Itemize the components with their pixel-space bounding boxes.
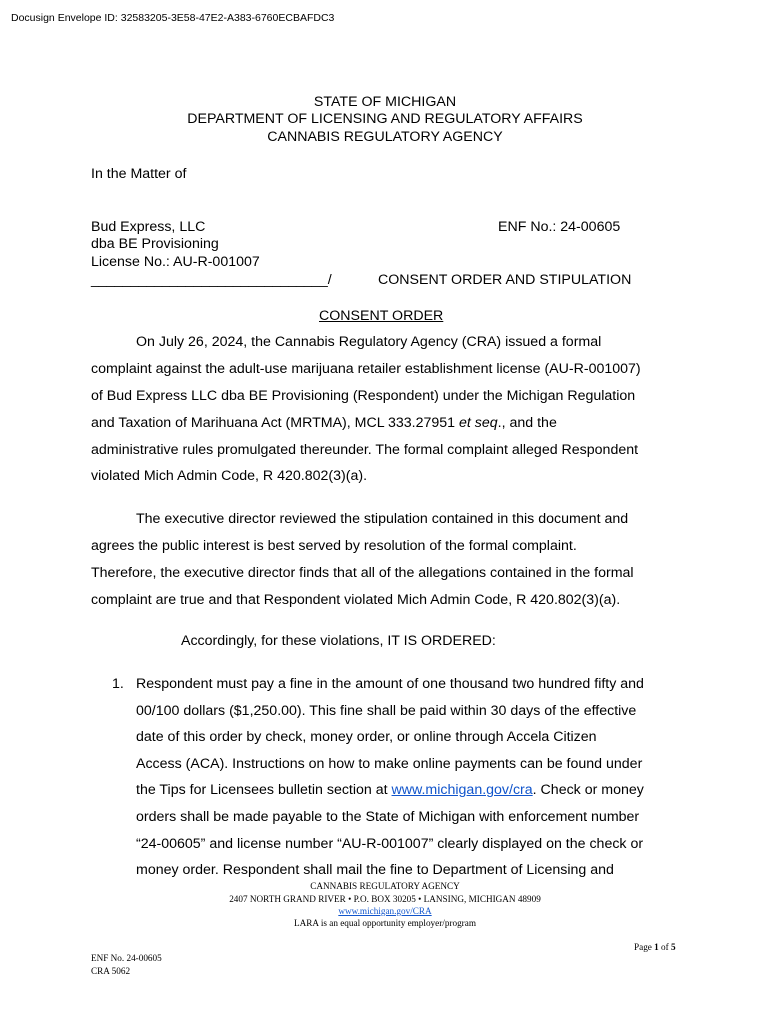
header-agency: CANNABIS REGULATORY AGENCY bbox=[267, 129, 503, 145]
item-line: Access (ACA). Instructions on how to make online payments can be found under bbox=[136, 756, 643, 772]
page-prefix: Page bbox=[634, 942, 655, 952]
caption-license: License No.: AU-R-001007 bbox=[91, 254, 260, 270]
header-state: STATE OF MICHIGAN bbox=[313, 94, 457, 110]
page-total: 5 bbox=[671, 942, 676, 952]
text-span: . Check or money bbox=[532, 782, 644, 798]
paragraph-line bbox=[91, 415, 557, 431]
item-number: 1. bbox=[112, 676, 124, 692]
paragraph-line: violated Mich Admin Code, R 420.802(3)(a). bbox=[91, 468, 368, 484]
paragraph-line: On July 26, 2024, the Cannabis Regulatory Agency (CRA) issued a formal bbox=[136, 334, 602, 350]
caption-blank-line: ______________________________/ bbox=[91, 272, 332, 288]
envelope-id: Docusign Envelope ID: 32583205-3E58-47E2-A383-6760ECBAFDC3 bbox=[11, 12, 335, 24]
paragraph-line: agrees the public interest is best served by resolution of the formal complaint. bbox=[91, 538, 577, 554]
ordered-statement: Accordingly, for these violations, IT IS ORDERED: bbox=[181, 633, 496, 649]
caption-enf-number: ENF No.: 24-00605 bbox=[498, 219, 621, 235]
page-current: 1 bbox=[654, 942, 659, 952]
paragraph-line: administrative rules promulgated thereunder. The formal complaint alleged Respondent bbox=[91, 442, 639, 458]
item-line: Respondent must pay a fine in the amount of one thousand two hundred fifty and bbox=[136, 676, 644, 692]
text-span: the Tips for Licensees bulletin section at bbox=[136, 782, 392, 798]
header-department: DEPARTMENT OF LICENSING AND REGULATORY AFFAIRS bbox=[187, 111, 583, 127]
caption-party: Bud Express, LLC bbox=[91, 219, 206, 235]
paragraph-line: of Bud Express LLC dba BE Provisioning (Respondent) under the Michigan Regulation bbox=[91, 388, 636, 404]
paragraph-line: Therefore, the executive director finds that all of the allegations contained in the formal bbox=[91, 565, 634, 581]
text-span: and Taxation of Marihuana Act (MRTMA), MCL 333.27951 bbox=[91, 415, 460, 431]
item-line: 00/100 dollars ($1,250.00). This fine shall be paid within 30 days of the effective bbox=[136, 703, 637, 719]
paragraph-line: complaint are true and that Respondent violated Mich Admin Code, R 420.802(3)(a). bbox=[91, 592, 621, 608]
footer-address: 2407 NORTH GRAND RIVER • P.O. BOX 30205 • LANSING, MICHIGAN 48909 bbox=[229, 894, 541, 904]
footer-agency: CANNABIS REGULATORY AGENCY bbox=[310, 881, 460, 891]
item-line: date of this order by check, money order, or online through Accela Citizen bbox=[136, 729, 597, 745]
paragraph-line: complaint against the adult-use marijuana retailer establishment license (AU-R-001007) bbox=[91, 361, 641, 377]
footer-enf-number: ENF No. 24-00605 bbox=[91, 953, 162, 963]
text-span: ., and the bbox=[497, 415, 557, 431]
footer-form-number: CRA 5062 bbox=[91, 966, 131, 976]
footer-website bbox=[0, 906, 770, 916]
italic-text: et seq bbox=[459, 415, 498, 431]
page-number bbox=[634, 942, 676, 952]
item-line: orders shall be made payable to the State of Michigan with enforcement number bbox=[136, 809, 640, 825]
matter-label: In the Matter of bbox=[91, 166, 187, 182]
footer-website-link[interactable]: www.michigan.gov/CRA bbox=[338, 906, 432, 916]
item-line bbox=[136, 782, 644, 798]
item-line: money order. Respondent shall mail the fine to Department of Licensing and bbox=[136, 862, 614, 878]
caption-document-title: CONSENT ORDER AND STIPULATION bbox=[378, 272, 632, 288]
cra-website-link[interactable]: www.michigan.gov/cra bbox=[391, 782, 533, 798]
item-line: “24-00605” and license number “AU-R-001007” clearly displayed on the check or bbox=[136, 836, 644, 852]
page-of: of bbox=[658, 942, 671, 952]
paragraph-line: The executive director reviewed the stipulation contained in this document and bbox=[136, 511, 629, 527]
caption-dba: dba BE Provisioning bbox=[91, 236, 219, 252]
footer-equal-opportunity: LARA is an equal opportunity employer/program bbox=[294, 918, 476, 928]
section-title: CONSENT ORDER bbox=[319, 308, 444, 324]
